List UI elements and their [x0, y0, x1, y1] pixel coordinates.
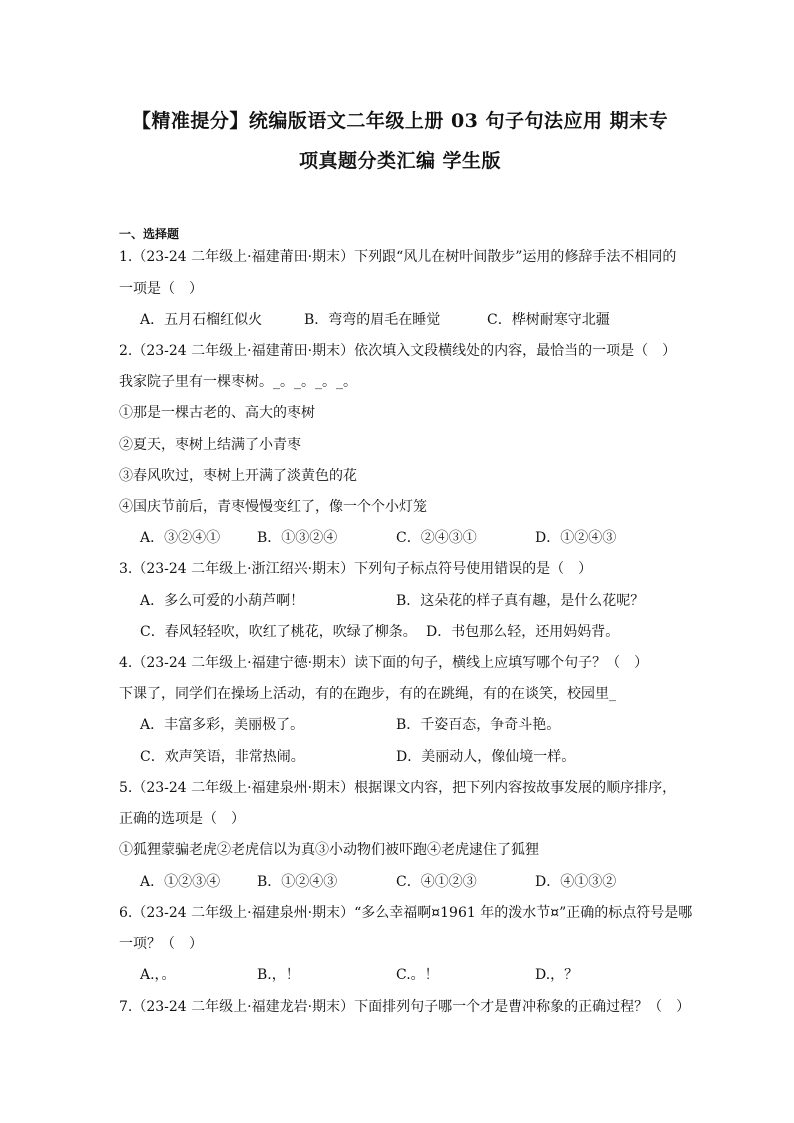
q4-option-d: D．美丽动人，像仙境一样。 — [396, 749, 576, 765]
q3-option-d: D．书包那么轻，还用妈妈背。 — [426, 624, 620, 640]
q4-option-a: A．丰富多彩，美丽极了。 — [140, 717, 305, 733]
q2-sentence-3: ③春风吹过，枣树上开满了淡黄色的花 — [119, 468, 357, 484]
q5-stem-line-2: 正确的选项是（ ） — [119, 811, 245, 827]
q7-stem-line-1: 7.（23-24 二年级上·福建龙岩·期末）下面排列句子哪一个才是曹冲称象的正确过程？（ ） — [119, 999, 691, 1015]
doc-title-line-1: 【精准提分】统编版语文二年级上册 03 句子句法应用 期末专 — [131, 110, 669, 132]
q2-stem-line-2: 我家院子里有一棵枣树。_。_。_。_。 — [119, 374, 357, 390]
q2-sentence-2: ②夏天，枣树上结满了小青枣 — [119, 437, 301, 453]
q2-option-c: C．②④③① — [396, 530, 477, 546]
q1-option-a: A．五月石榴红似火 — [140, 312, 263, 328]
doc-title-line-2: 项真题分类汇编 学生版 — [298, 150, 502, 172]
q4-stem-line-1: 4.（23-24 二年级上·福建宁德·期末）读下面的句子，横线上应填写哪个句子？（ ） — [119, 655, 649, 671]
q2-sentence-1: ①那是一棵古老的、高大的枣树 — [119, 405, 315, 421]
q4-option-b: B．千姿百态，争奇斗艳。 — [396, 717, 561, 733]
section-heading: 一、选择题 — [119, 227, 180, 241]
q4-option-c: C．欢声笑语，非常热闹。 — [140, 749, 305, 765]
q5-option-a: A．①②③④ — [140, 874, 221, 890]
q3-option-c: C．春风轻轻吹，吹红了桃花，吹绿了柳条。 — [140, 624, 417, 640]
q6-option-b: B.，！ — [257, 967, 300, 983]
q5-stem-line-1: 5.（23-24 二年级上·福建泉州·期末）根据课文内容，把下列内容按故事发展的顺序排序， — [119, 780, 677, 796]
q5-option-d: D．④①③② — [535, 874, 617, 890]
q1-option-b: B．弯弯的眉毛在睡觉 — [304, 312, 441, 328]
q1-stem-line-2: 一项是（ ） — [119, 281, 203, 297]
q5-events: ①狐狸蒙骗老虎②老虎信以为真③小动物们被吓跑④老虎逮住了狐狸 — [119, 842, 539, 858]
q3-option-b: B．这朵花的样子真有趣，是什么花呢？ — [396, 593, 645, 609]
q5-option-c: C．④①②③ — [396, 874, 477, 890]
q2-option-d: D．①②④③ — [535, 530, 617, 546]
q2-option-b: B．①③②④ — [257, 530, 338, 546]
q1-option-c: C．桦树耐寒守北疆 — [487, 312, 610, 328]
q6-option-c: C.。！ — [396, 967, 439, 983]
q6-stem-line-2: 一项？（ ） — [119, 936, 203, 952]
q6-option-a: A.，。 — [140, 967, 176, 983]
q4-stem-line-2: 下课了，同学们在操场上活动，有的在跑步，有的在跳绳，有的在谈笑，校园里_ — [119, 686, 616, 702]
q2-stem-line-1: 2.（23-24 二年级上·福建莆田·期末）依次填入文段横线处的内容，最恰当的一项是（ ） — [119, 343, 677, 359]
q6-option-d: D.，？ — [535, 967, 579, 983]
q3-stem-line-1: 3.（23-24 二年级上·浙江绍兴·期末）下列句子标点符号使用错误的是（ ） — [119, 561, 593, 577]
q5-option-b: B．①②④③ — [257, 874, 338, 890]
q2-option-a: A．③②④① — [140, 530, 221, 546]
q3-option-a: A．多么可爱的小葫芦啊！ — [140, 593, 305, 609]
q2-sentence-4: ④国庆节前后，青枣慢慢变红了，像一个个小灯笼 — [119, 499, 427, 515]
q1-stem-line-1: 1.（23-24 二年级上·福建莆田·期末）下列跟“风儿在树叶间散步”运用的修辞手法不相同的 — [119, 249, 677, 265]
q6-stem-line-1: 6.（23-24 二年级上·福建泉州·期末）“多么幸福啊¤1961 年的泼水节¤”正确的标点符号是哪 — [119, 905, 693, 921]
